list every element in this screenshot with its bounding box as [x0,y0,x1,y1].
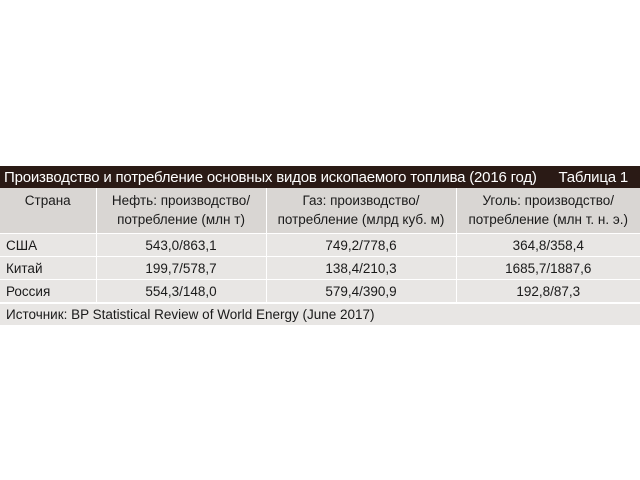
header-gas-line1: Газ: производство/ [302,193,420,208]
table-number: Таблица 1 [558,168,628,186]
header-country-line1: Страна [24,193,71,208]
energy-table [0,166,640,325]
table-row [0,234,640,257]
cell-country: Россия [0,280,96,303]
cell-country: Китай [0,257,96,280]
table-title-bar [0,166,640,188]
cell-coal: 364,8/358,4 [456,234,640,257]
header-row [0,188,640,234]
header-coal-line1: Уголь: производство/ [482,193,615,208]
cell-oil: 554,3/148,0 [96,280,266,303]
cell-gas: 138,4/210,3 [266,257,456,280]
cell-country: США [0,234,96,257]
header-country [0,188,96,234]
header-coal-line2: потребление (млн т. н. э.) [468,212,628,227]
cell-oil: 543,0/863,1 [96,234,266,257]
header-gas-line2: потребление (млрд куб. м) [277,212,445,227]
data-table [0,188,640,303]
cell-oil: 199,7/578,7 [96,257,266,280]
cell-gas: 579,4/390,9 [266,280,456,303]
header-oil-line2: потребление (млн т) [117,212,245,227]
header-oil-line1: Нефть: производство/ [111,193,251,208]
table-row [0,257,640,280]
header-coal [456,188,640,234]
cell-coal: 192,8/87,3 [456,280,640,303]
table-row [0,280,640,303]
cell-gas: 749,2/778,6 [266,234,456,257]
source-note: Источник: BP Statistical Review of World Energy (June 2017) [0,303,640,325]
header-oil [96,188,266,234]
cell-coal: 1685,7/1887,6 [456,257,640,280]
table-caption: Производство и потребление основных видов ископаемого топлива (2016 год) [4,168,537,186]
header-gas [266,188,456,234]
